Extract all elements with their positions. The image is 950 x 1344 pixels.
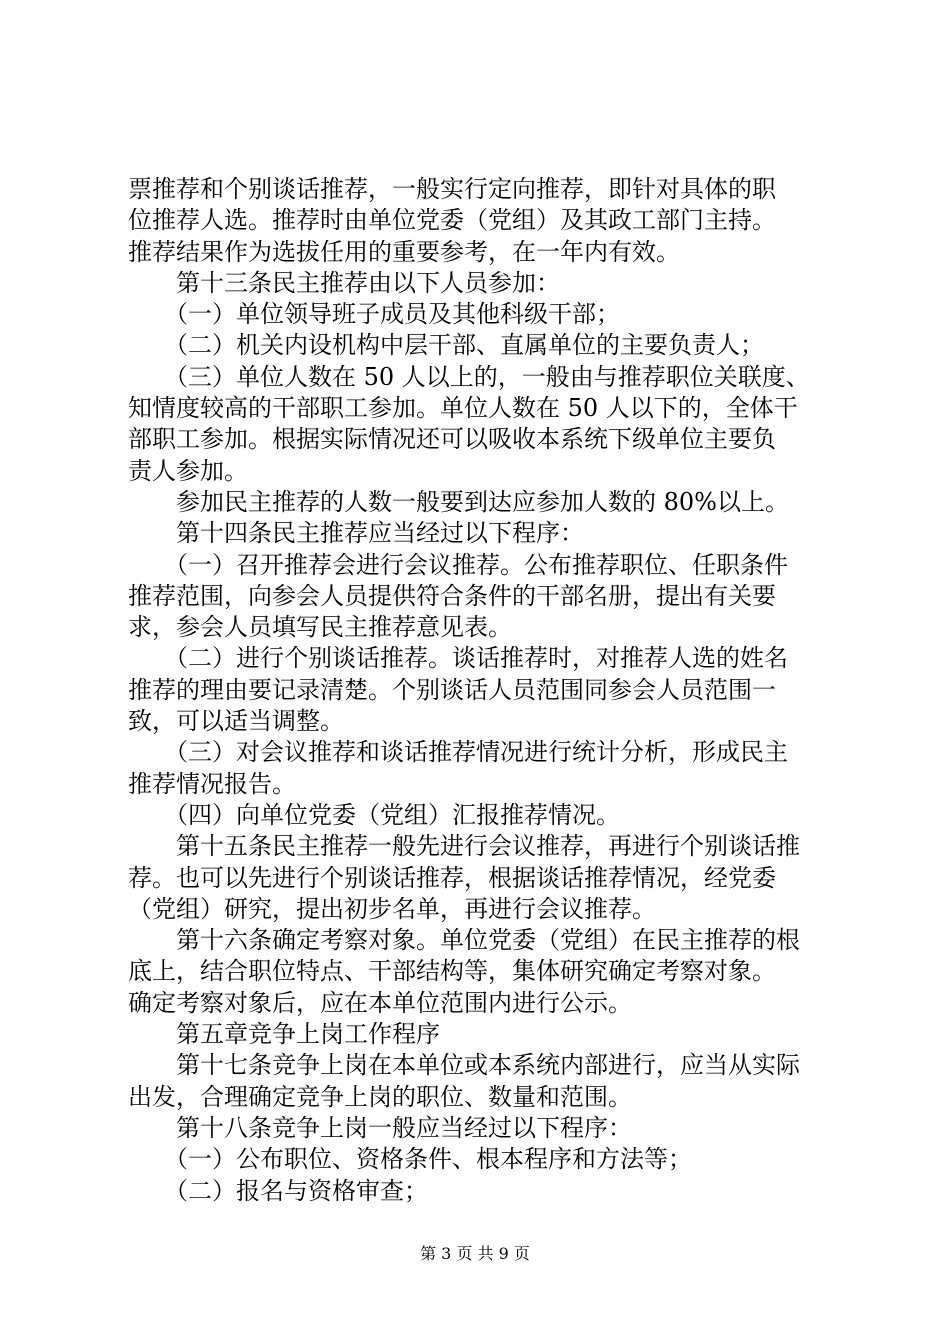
text-line: （一）公布职位、资格条件、根本程序和方法等；	[128, 1145, 692, 1174]
text-line: （四）向单位党委（党组）汇报推荐情况。	[128, 800, 620, 829]
text-line: 票推荐和个别谈话推荐，一般实行定向推荐，即针对具体的职	[128, 175, 776, 203]
text-line: （一）单位领导班子成员及其他科级干部；	[128, 300, 620, 329]
text-line: （三）单位人数在 50 人以上的，一般由与推荐职位关联度、	[128, 362, 810, 391]
text-line: 推荐范围，向参会人员提供符合条件的干部名册，提出有关要	[128, 581, 776, 610]
text-line: 第十七条竞争上岗在本单位或本系统内部进行，应当从实际	[128, 1051, 800, 1080]
text-line: （党组）研究，提出初步名单，再进行会议推荐。	[128, 894, 656, 923]
text-line: 第十八条竞争上岗一般应当经过以下程序：	[128, 1113, 632, 1142]
page-number-label: 第 3 页 共 9 页	[420, 1244, 530, 1263]
text-line: 荐。也可以先进行个别谈话推荐，根据谈话推荐情况，经党委	[128, 863, 776, 892]
text-line: 致，可以适当调整。	[128, 707, 344, 736]
text-line: （二）机关内设机构中层干部、直属单位的主要负责人；	[128, 331, 764, 360]
text-line: （二）报名与资格审查；	[128, 1176, 428, 1205]
text-line: 推荐的理由要记录清楚。个别谈话人员范围同参会人员范围一	[128, 675, 776, 704]
text-line: （三）对会议推荐和谈话推荐情况进行统计分析，形成民主	[128, 738, 788, 767]
text-line: 参加民主推荐的人数一般要到达应参加人数的 80%以上。	[128, 487, 789, 516]
page-footer	[0, 1244, 950, 1264]
document-body	[128, 174, 828, 1207]
text-line: 第十五条民主推荐一般先进行会议推荐，再进行个别谈话推	[128, 832, 800, 861]
text-line: 部职工参加。根据实际情况还可以吸收本系统下级单位主要负	[128, 425, 776, 454]
text-line: 第十三条民主推荐由以下人员参加：	[128, 268, 560, 297]
text-line: （一）召开推荐会进行会议推荐。公布推荐职位、任职条件	[128, 550, 788, 579]
text-line: 推荐情况报告。	[128, 769, 296, 798]
text-line: 第五章竞争上岗工作程序	[128, 1020, 440, 1049]
text-line: 底上，结合职位特点、干部结构等，集体研究确定考察对象。	[128, 957, 776, 986]
text-line: （二）进行个别谈话推荐。谈话推荐时，对推荐人选的姓名	[128, 644, 788, 673]
text-line: 求，参会人员填写民主推荐意见表。	[128, 613, 512, 642]
text-line: 出发，合理确定竞争上岗的职位、数量和范围。	[128, 1082, 632, 1111]
text-line: 责人参加。	[128, 456, 248, 485]
text-line: 知情度较高的干部职工参加。单位人数在 50 人以下的，全体干	[128, 394, 798, 423]
text-line: 确定考察对象后，应在本单位范围内进行公示。	[128, 988, 632, 1017]
text-line: 第十六条确定考察对象。单位党委（党组）在民主推荐的根	[128, 926, 800, 955]
text-line: 第十四条民主推荐应当经过以下程序：	[128, 519, 584, 548]
text-line: 推荐结果作为选拔任用的重要参考，在一年内有效。	[128, 237, 680, 266]
text-line: 位推荐人选。推荐时由单位党委（党组）及其政工部门主持。	[128, 206, 776, 235]
